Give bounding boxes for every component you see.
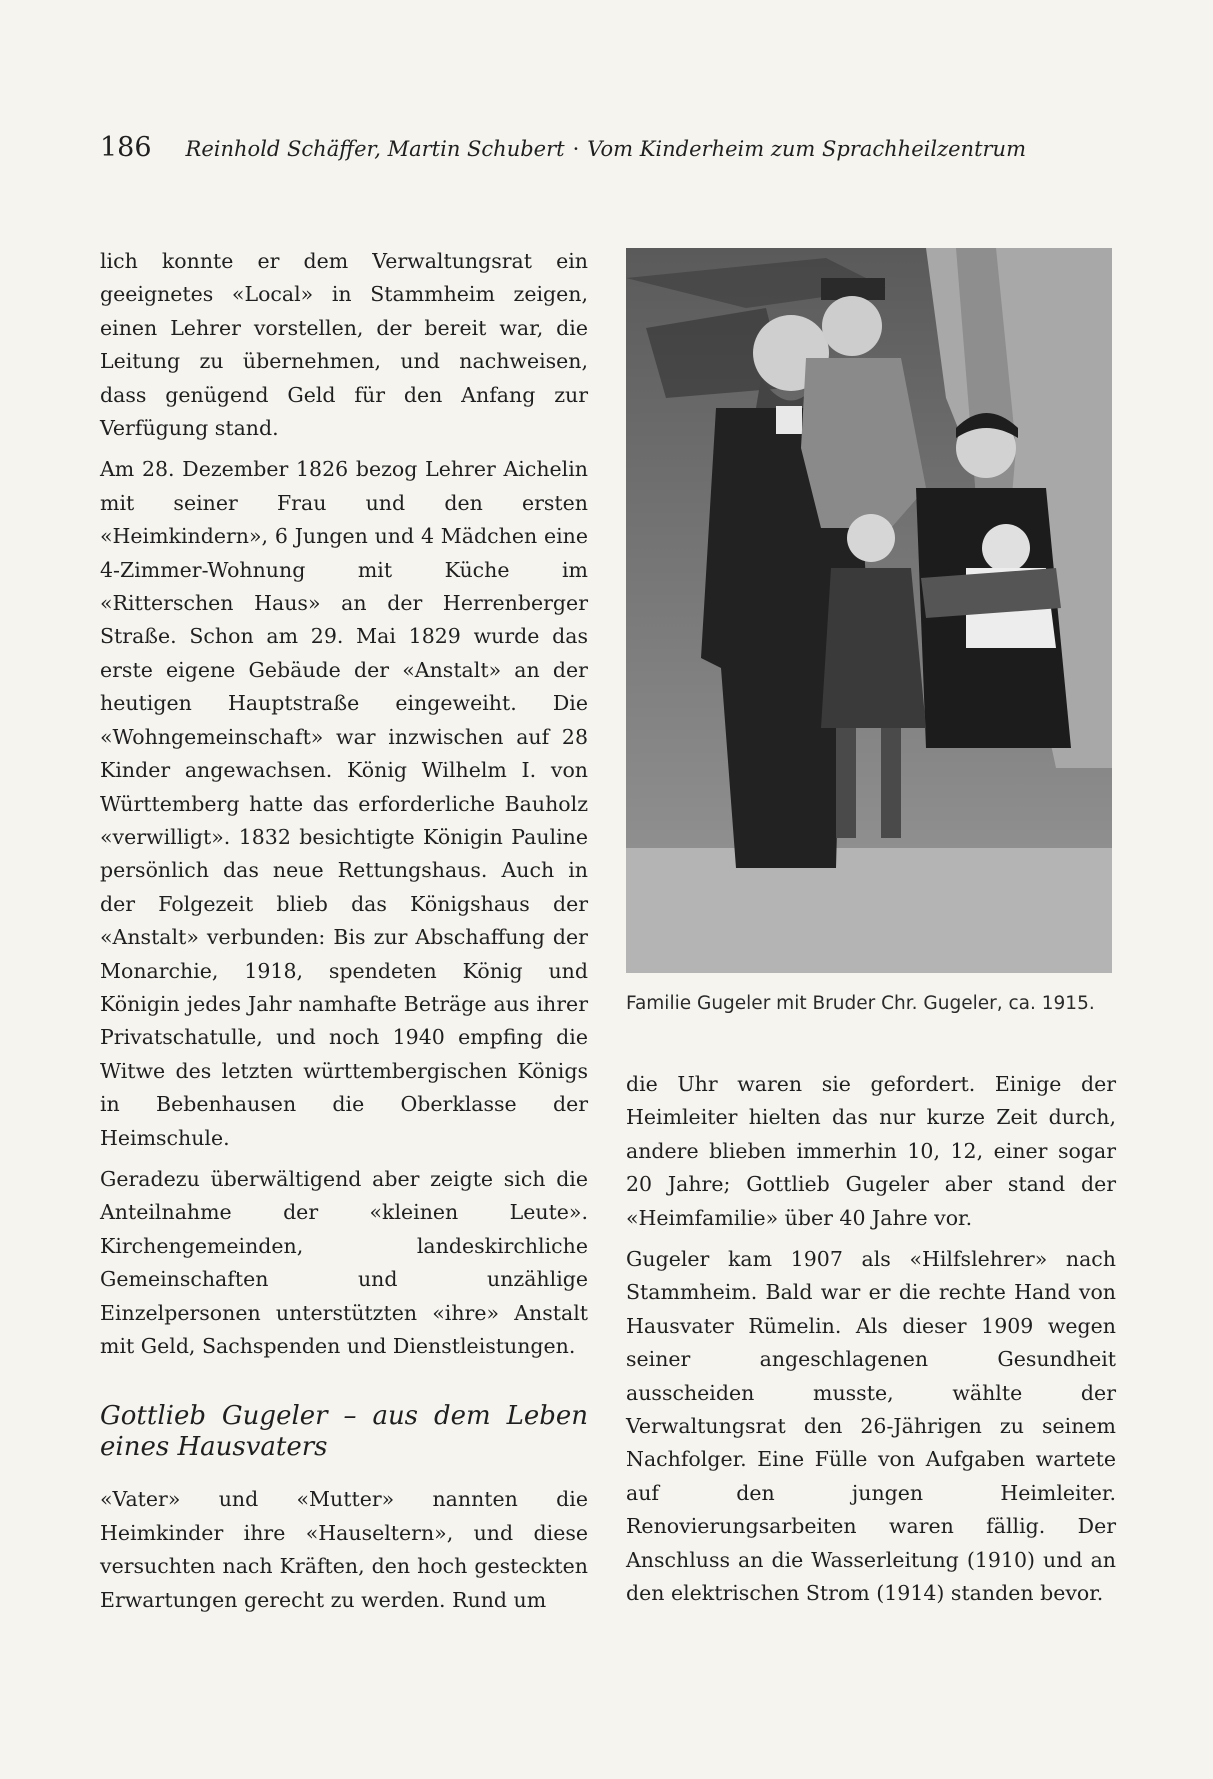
header-authors: Reinhold Schäffer, Martin Schubert — [185, 137, 565, 161]
right-paragraph-1: die Uhr waren sie gefordert. Einige der Heimleiter hielten das nur kurze Zeit durch, andere blieben immerhin 10, 12, einer sogar 20 Jahre; Gottlieb Gugeler aber stand der «Heimfamilie» über 40 Jahre vor. — [626, 1072, 1116, 1230]
left-paragraph-2: Am 28. Dezember 1826 bezog Lehrer Aichelin mit seiner Frau und den ersten «Heimkindern», 6 Jungen und 4 Mädchen eine 4-Zimmer-Wohnung mit Küche im «Ritterschen Haus» an der Herrenberger Straße. Schon am 29. Mai 1829 wurde das erste eigene Gebäude der «Anstalt» an der heutigen Hauptstraße eingeweiht. Die «Wohngemeinschaft» war inzwischen auf 28 Kinder angewachsen. König Wilhelm I. von Württemberg hatte das erforderliche Bauholz «verwilligt». 1832 besichtigte Königin Pauline persönlich das neue Rettungshaus. Auch in der Folgezeit blieb das Königshaus der «Anstalt» verbunden: Bis zur Abschaffung der Monarchie, 1918, spendeten König und Königin jedes Jahr namhafte Beträge aus ihrer Privatschatulle, und noch 1940 empfing die Witwe des letzten württembergischen Königs in Bebenhausen die Oberklasse der Heimschule. — [100, 457, 588, 1150]
header-book-title: Vom Kinderheim zum Sprachheilzentrum — [587, 137, 1026, 161]
photo-caption: Familie Gugeler mit Bruder Chr. Gugeler, ca. 1915. — [626, 993, 1095, 1014]
left-column — [100, 245, 588, 1625]
header-separator: · — [572, 137, 580, 161]
right-column — [626, 1068, 1116, 1619]
family-photo — [626, 248, 1112, 973]
section-heading: Gottlieb Gugeler – aus dem Leben eines Hausvaters — [100, 1401, 588, 1463]
section-paragraph: «Vater» und «Mutter» nannten die Heimkinder ihre «Hauseltern», und diese versuchten nach Kräften, den hoch gesteckten Erwartungen gerecht zu werden. Rund um — [100, 1487, 588, 1612]
page-number: 186 — [100, 132, 152, 163]
right-paragraph-2: Gugeler kam 1907 als «Hilfslehrer» nach Stammheim. Bald war er die rechte Hand von Hausvater Rümelin. Als dieser 1909 wegen seiner angeschlagenen Gesundheit ausscheiden musste, wählte der Verwaltungsrat den 26-Jährigen zu seinem Nachfolger. Eine Fülle von Aufgaben wartete auf den jungen Heimleiter. Renovierungsarbeiten waren fällig. Der Anschluss an die Wasserleitung (1910) und an den elektrischen Strom (1914) standen bevor. — [626, 1247, 1116, 1606]
family-photo-drawing — [626, 248, 1112, 973]
left-paragraph-1: lich konnte er dem Verwaltungsrat ein geeignetes «Local» in Stammheim zeigen, einen Lehrer vorstellen, der bereit war, die Leitung zu übernehmen, und nachweisen, dass genügend Geld für den Anfang zur Verfügung stand. — [100, 249, 588, 441]
running-head — [100, 132, 1070, 163]
left-paragraph-3: Geradezu überwältigend aber zeigte sich die Anteilnahme der «kleinen Leute». Kirchengemeinden, landeskirchliche Gemeinschaften und unzählige Einzelpersonen unterstützten «ihre» Anstalt mit Geld, Sachspenden und Dienstleistungen. — [100, 1166, 588, 1358]
